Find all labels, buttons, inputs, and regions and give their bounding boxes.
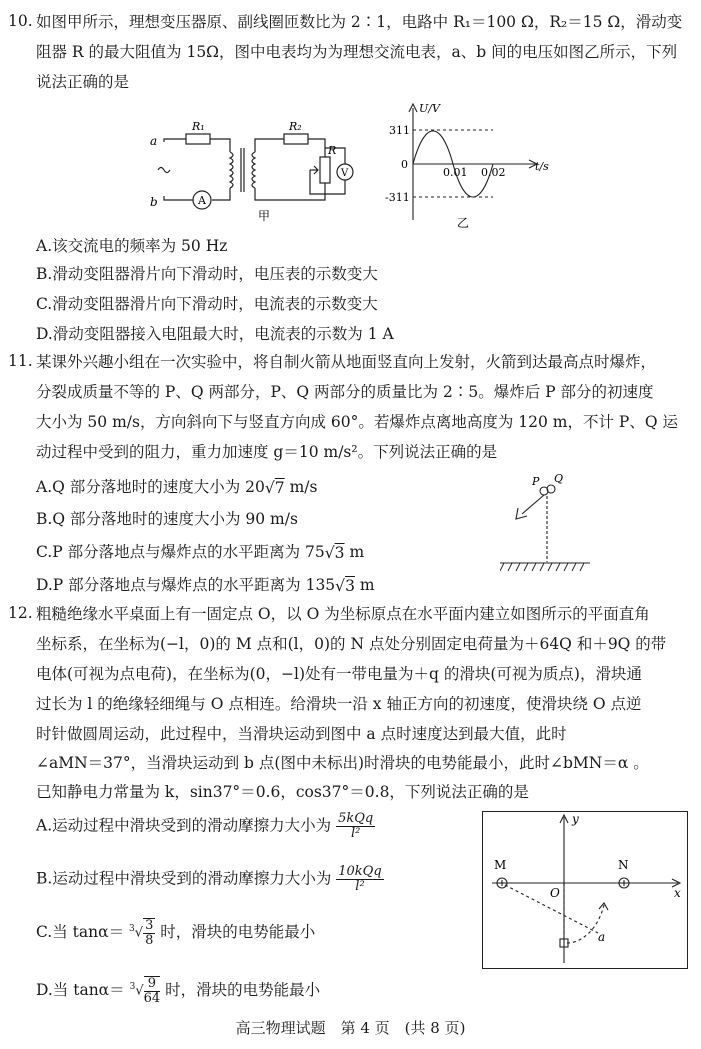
q12-fig-m-label: M bbox=[494, 858, 507, 872]
q10-graph-y-bottom: -311 bbox=[385, 191, 410, 204]
q12-stem-line-7: 已知静电力常量为 k，sin37°＝0.6，cos37°＝0.8，下列说法正确的是 bbox=[36, 783, 529, 801]
q10-fig-jia-caption: 甲 bbox=[258, 209, 271, 223]
q10-circuit-diagram bbox=[140, 112, 360, 224]
q10-graph-y-top: 311 bbox=[389, 124, 410, 137]
sqrt-symbol: √7 bbox=[264, 479, 285, 497]
q12-stem-line-4: 过长为 l 的绝缘轻细绳与 O 点相连。给滑块一沿 x 轴正方向的初速度，使滑块绕 O 点逆 bbox=[36, 695, 642, 713]
q11-option-a: A.Q 部分落地时的速度大小为 20√7 m/s bbox=[36, 478, 318, 497]
q10-waveform-graph bbox=[375, 100, 555, 232]
q10-fig-r1-label: R₁ bbox=[192, 120, 205, 133]
q10-option-d: D.滑动变阻器接入电阻最大时，电流表的示数为 1 A bbox=[36, 325, 394, 343]
q10-stem-line-1: 如图甲所示，理想变压器原、副线圈匝数比为 2∶1，电路中 R₁＝100 Ω，R₂＝15 Ω，滑动变 bbox=[36, 13, 683, 31]
q10-fig-ammeter-label: A bbox=[198, 194, 206, 207]
q12-number: 12. bbox=[8, 604, 33, 622]
q11-explosion-diagram bbox=[500, 470, 600, 580]
sqrt-symbol: √3 bbox=[335, 577, 355, 595]
q12-stem-line-3: 电体(可视为点电荷)，在坐标为(0，−l)处有一带电量为＋q 的滑块(可视为质点)，滑块通 bbox=[36, 665, 642, 683]
sqrt-symbol: √3 bbox=[324, 544, 345, 562]
q10-option-c: C.滑动变阻器滑片向下滑动时，电流表的示数变大 bbox=[36, 295, 378, 313]
q10-fig-voltmeter-label: V bbox=[341, 168, 349, 179]
q12-fig-a-label: a bbox=[598, 930, 606, 944]
q12-stem-line-6: ∠aMN＝37°，当滑块运动到 b 点(图中未标出)时滑块的电势能最小，此时∠bMN＝α 。 bbox=[36, 754, 649, 772]
q11-option-b: B.Q 部分落地时的速度大小为 90 m/s bbox=[36, 510, 298, 528]
q11-number: 11. bbox=[8, 352, 33, 370]
q10-graph-xlabel: t/s bbox=[535, 160, 549, 173]
q12-fig-y-label: y bbox=[572, 812, 579, 826]
q11-stem-line-1: 某课外兴趣小组在一次实验中，将自制火箭从地面竖直向上发射，火箭到达最高点时爆炸， bbox=[36, 353, 657, 371]
q10-graph-y-zero: 0 bbox=[401, 158, 408, 171]
q12-fig-o-label: O bbox=[550, 886, 560, 900]
q11-stem-line-4: 动过程中受到的阻力，重力加速度 g＝10 m/s²。下列说法正确的是 bbox=[36, 443, 498, 461]
fraction: $\frac{\text{10kQq}}{\text{l²}}$ bbox=[338, 864, 382, 894]
q12-coordinate-diagram bbox=[482, 811, 688, 969]
q10-stem-line-2: 阻器 R 的最大阻值为 15Ω，图中电表均为为理想交流电表，a、b 间的电压如图乙所示，下列 bbox=[36, 43, 678, 61]
q10-fig-b-label: b bbox=[150, 195, 158, 209]
q11-stem-line-2: 分裂成质量不等的 P、Q 两部分，P、Q 两部分的质量比为 2∶5。爆炸后 P 部分的初速度 bbox=[36, 383, 654, 401]
q10-graph-x2: 0.02 bbox=[481, 166, 506, 179]
q12-stem-line-5: 时针做圆周运动，此过程中，当滑块运动到图中 a 点时速度达到最大值，此时 bbox=[36, 725, 567, 743]
q12-stem-line-1: 粗糙绝缘水平桌面上有一固定点 O，以 O 为坐标原点在水平面内建立如图所示的平面直角 bbox=[36, 605, 650, 623]
q10-graph-ylabel: U/V bbox=[419, 102, 440, 115]
q10-number: 10. bbox=[8, 12, 33, 30]
q10-option-b: B.滑动变阻器滑片向下滑动时，电压表的示数变大 bbox=[36, 265, 378, 283]
q10-graph-x1: 0.01 bbox=[443, 166, 468, 179]
q12-option-c: C.当 tanα＝ $^3$√ $\frac{3}{8}$ 时，滑块的电势能最小 bbox=[36, 918, 316, 948]
q11-option-c: C.P 部分落地点与爆炸点的水平距离为 75√3 m bbox=[36, 543, 365, 562]
cube-root: $^3$√ $\frac{9}{64}$ bbox=[129, 976, 161, 1006]
q11-fig-p-label: P bbox=[532, 475, 540, 488]
cube-root: $^3$√ $\frac{3}{8}$ bbox=[129, 918, 154, 948]
page-footer: 高三物理试题 第 4 页 (共 8 页) bbox=[235, 1019, 466, 1037]
fraction: $\frac{\text{5kQq}}{\text{l²}}$ bbox=[338, 811, 374, 841]
q12-option-a: A.运动过程中滑块受到的滑动摩擦力大小为 $\frac{\text{5kQq}}{\text{l²}}$ bbox=[36, 811, 374, 841]
q12-fig-x-label: x bbox=[674, 886, 681, 900]
q12-stem-line-2: 坐标系，在坐标为(−l，0)的 M 点和(l，0)的 N 点处分别固定电荷量为＋64Q 和＋9Q 的带 bbox=[36, 635, 667, 653]
q12-option-b: B.运动过程中滑块受到的滑动摩擦力大小为 $\frac{\text{10kQq}}{\text{l²}}$ bbox=[36, 864, 382, 894]
q10-fig-r-label: R bbox=[328, 144, 337, 157]
q11-stem-line-3: 大小为 50 m/s，方向斜向下与竖直方向成 60°。若爆炸点离地高度为 120 m，不计 P、Q 运 bbox=[36, 413, 678, 431]
q10-fig-r2-label: R₂ bbox=[289, 120, 302, 133]
q11-fig-q-label: Q bbox=[554, 472, 564, 485]
q10-graph-caption: 乙 bbox=[457, 216, 470, 230]
q12-fig-n-label: N bbox=[618, 858, 629, 872]
q11-option-d: D.P 部分落地点与爆炸点的水平距离为 135√3 m bbox=[36, 576, 375, 595]
q12-option-d: D.当 tanα＝ $^3$√ $\frac{9}{64}$ 时，滑块的电势能最小 bbox=[36, 976, 321, 1006]
q10-stem-line-3: 说法正确的是 bbox=[36, 73, 130, 91]
q10-fig-a-label: a bbox=[150, 134, 158, 148]
q10-option-a: A.该交流电的频率为 50 Hz bbox=[36, 237, 228, 255]
